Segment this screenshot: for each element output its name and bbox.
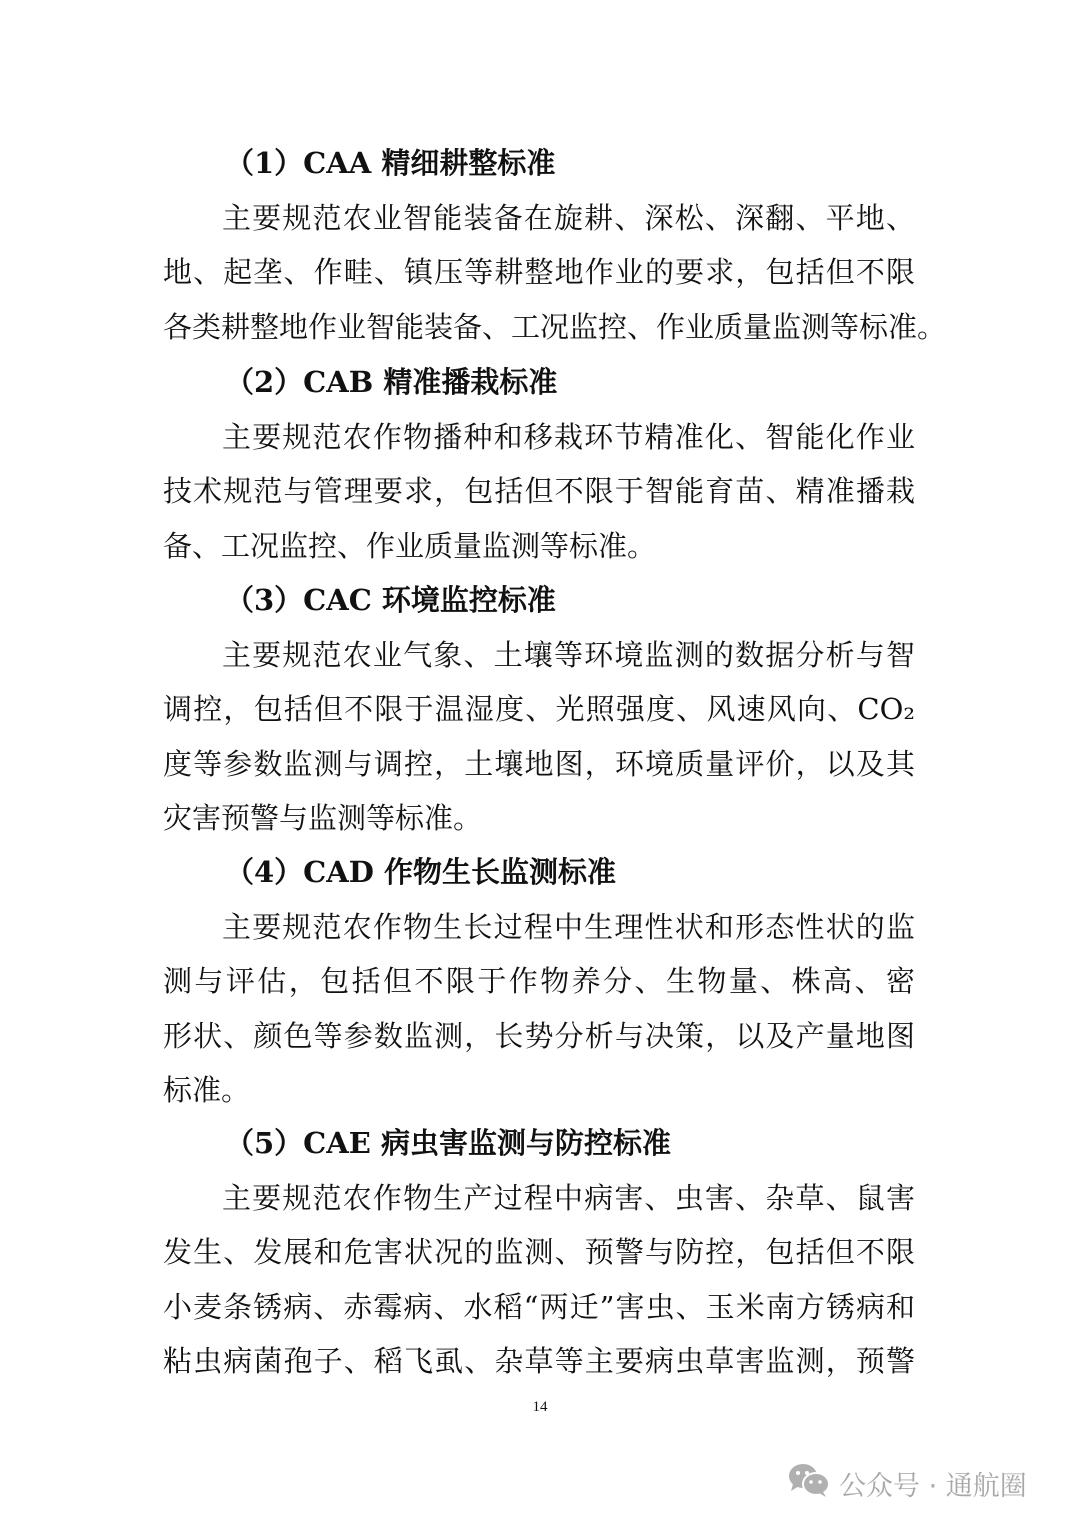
section-heading: （5）CAE 病虫害监测与防控标准	[225, 1126, 671, 1160]
section-heading: （2）CAB 精准播栽标准	[225, 365, 558, 399]
paragraph-line: 备、工况监控、作业质量监测等标准。	[163, 528, 657, 563]
paragraph-line: 主要规范农作物生产过程中病害、虫害、杂草、鼠害	[222, 1180, 915, 1215]
paragraph-line: 测与评估，包括但不限于作物养分、生物量、株高、密	[163, 964, 915, 998]
paragraph-line: 灾害预警与监测等标准。	[163, 801, 483, 835]
paragraph-line: 度等参数监测与调控，土壤地图，环境质量评价，以及其	[163, 746, 915, 781]
paragraph-line: 各类耕整地作业智能装备、工况监控、作业质量监测等标准。	[163, 309, 947, 344]
paragraph-line: 发生、发展和危害状况的监测、预警与防控，包括但不限	[163, 1235, 915, 1269]
paragraph-line: 地、起垄、作畦、镇压等耕整地作业的要求，包括但不限	[163, 255, 915, 289]
wechat-icon	[787, 1462, 831, 1505]
paragraph-line: 调控，包括但不限于温湿度、光照强度、风速风向、CO₂	[163, 692, 915, 726]
paragraph-line: 技术规范与管理要求，包括但不限于智能育苗、精准播栽	[163, 474, 915, 508]
paragraph-line: 标准。	[163, 1073, 251, 1107]
paragraph-line: 主要规范农业智能装备在旋耕、深松、深翻、平地、	[222, 200, 915, 235]
section-heading: （1）CAA 精细耕整标准	[225, 146, 556, 180]
watermark-text: 公众号 · 通航圈	[839, 1471, 1027, 1502]
paragraph-line: 形状、颜色等参数监测，长势分析与决策，以及产量地图	[163, 1018, 915, 1053]
section-heading: （3）CAC 环境监控标准	[225, 583, 556, 617]
section-heading: （4）CAD 作物生长监测标准	[225, 855, 617, 889]
paragraph-line: 粘虫病菌孢子、稻飞虱、杂草等主要病虫草害监测，预警	[163, 1344, 915, 1378]
paragraph-line: 主要规范农作物播种和移栽环节精准化、智能化作业	[222, 419, 915, 454]
page-number: 14	[532, 1399, 548, 1415]
paragraph-line: 主要规范农作物生长过程中生理性状和形态性状的监	[222, 909, 915, 944]
watermark	[787, 1462, 1027, 1505]
paragraph-line: 主要规范农业气象、土壤等环境监测的数据分析与智	[222, 637, 915, 672]
paragraph-line: 小麦条锈病、赤霉病、水稻“两迁”害虫、玉米南方锈病和	[163, 1289, 915, 1324]
